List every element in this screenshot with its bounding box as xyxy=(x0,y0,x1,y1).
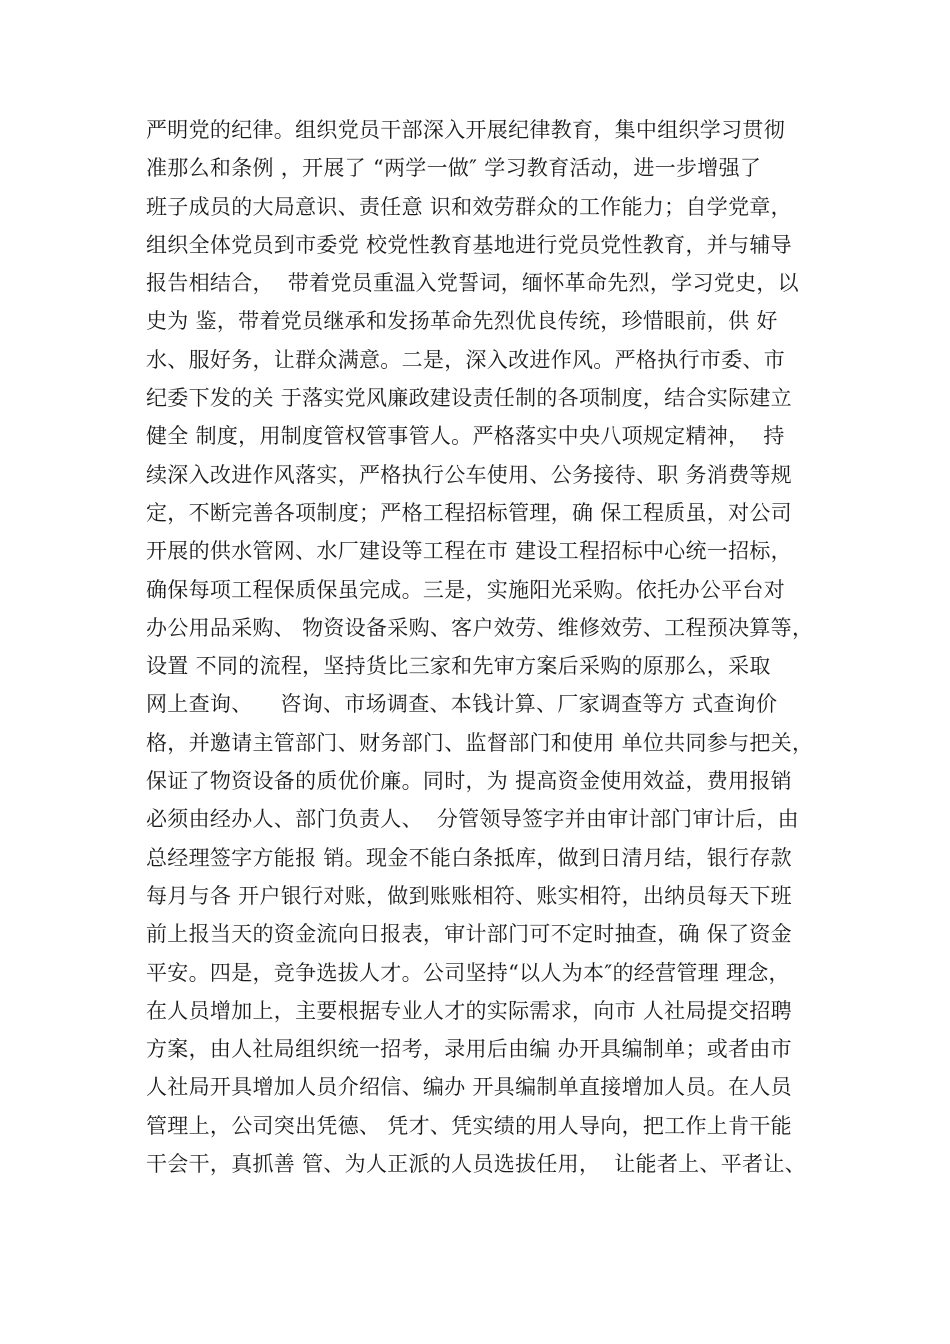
text-line: 报告相结合， 带着党员重温入党誓词，缅怀革命先烈，学习党史，以 xyxy=(146,271,799,296)
text-line: 健全 制度，用制度管权管事管人。严格落实中央八项规定精神， 持 xyxy=(146,424,785,449)
text-line: 准那么和条例 ，开展了 “两学一做″ 学习教育活动，进一步增强了 xyxy=(146,156,762,181)
text-line: 班子成员的大局意识、责任意 识和效劳群众的工作能力；自学党章， xyxy=(146,194,792,219)
text-line: 网上查询、 咨询、市场调查、本钱计算、厂家调查等方 式查询价 xyxy=(146,692,778,717)
text-line: 水、服好务，让群众满意。二是，深入改进作风。严格执行市委、市 xyxy=(146,347,785,372)
text-line: 严明党的纪律。组织党员干部深入开展纪律教育，集中组织学习贯彻 xyxy=(146,118,785,142)
text-line: 史为 鉴，带着党员继承和发扬革命先烈优良传统，珍惜眼前，供 好 xyxy=(146,309,778,334)
text-line: 确保每项工程保质保虽完成。三是，实施阳光采购。依托办公平台对 xyxy=(146,577,785,602)
text-line: 每月与各 开户银行对账，做到账账相符、账实相符，出纳员每天下班 xyxy=(146,883,792,908)
text-line: 开展的供水管网、水厂建设等工程在市 建设工程招标中心统一招标， xyxy=(146,539,792,564)
text-line: 保证了物资设备的质优价廉。同时，为 提高资金使用效益，费用报销 xyxy=(146,769,792,794)
text-line: 总经理签字方能报 销。现金不能白条抵库，做到日清月结，银行存款 xyxy=(146,845,792,870)
text-line: 办公用品采购、 物资设备采购、客户效劳、维修效劳、工程预决算等， xyxy=(146,615,814,640)
text-line: 方案，由人社局组织统一招考，录用后由编 办开具编制单；或者由市 xyxy=(146,1037,792,1062)
text-line: 续深入改进作风落实，严格执行公车使用、公务接待、职 务消费等规 xyxy=(146,462,792,487)
document-body xyxy=(146,111,826,1183)
text-line: 格，并邀请主管部门、财务部门、监督部门和使用 单位共同参与把关， xyxy=(146,730,814,755)
text-line: 定，不断完善各项制度；严格工程招标管理，确 保工程质虽，对公司 xyxy=(146,500,792,525)
text-line: 在人员增加上，主要根据专业人才的实际需求，向市 人社局提交招聘 xyxy=(146,998,792,1023)
text-line: 管理上，公司突出凭德、 凭才、凭实绩的用人导向，把工作上肯干能 xyxy=(146,1113,792,1138)
text-line: 前上报当天的资金流向日报表，审计部门可不定时抽查，确 保了资金 xyxy=(146,922,792,947)
text-line: 平安。四是，竞争选拔人才。公司坚持“以人为本″的经营管理 理念， xyxy=(146,960,790,985)
text-line: 干会干，真抓善 管、为人正派的人员选拔任用， 让能者上、平者让、 xyxy=(146,1152,806,1177)
text-line: 纪委下发的关 于落实党风廉政建设责任制的各项制度，结合实际建立 xyxy=(146,386,792,411)
text-line: 人社局开具增加人员介绍信、编办 开具编制单直接增加人员。在人员 xyxy=(146,1075,792,1100)
text-line: 设置 不同的流程，坚持货比三家和先审方案后采购的原那么，采取 xyxy=(146,654,771,679)
text-line: 组织全体党员到市委党 校党性教育基地进行党员党性教育，并与辅导 xyxy=(146,232,792,257)
text-line: 必须由经办人、部门负责人、 分管领导签字并由审计部门审计后，由 xyxy=(146,807,799,832)
